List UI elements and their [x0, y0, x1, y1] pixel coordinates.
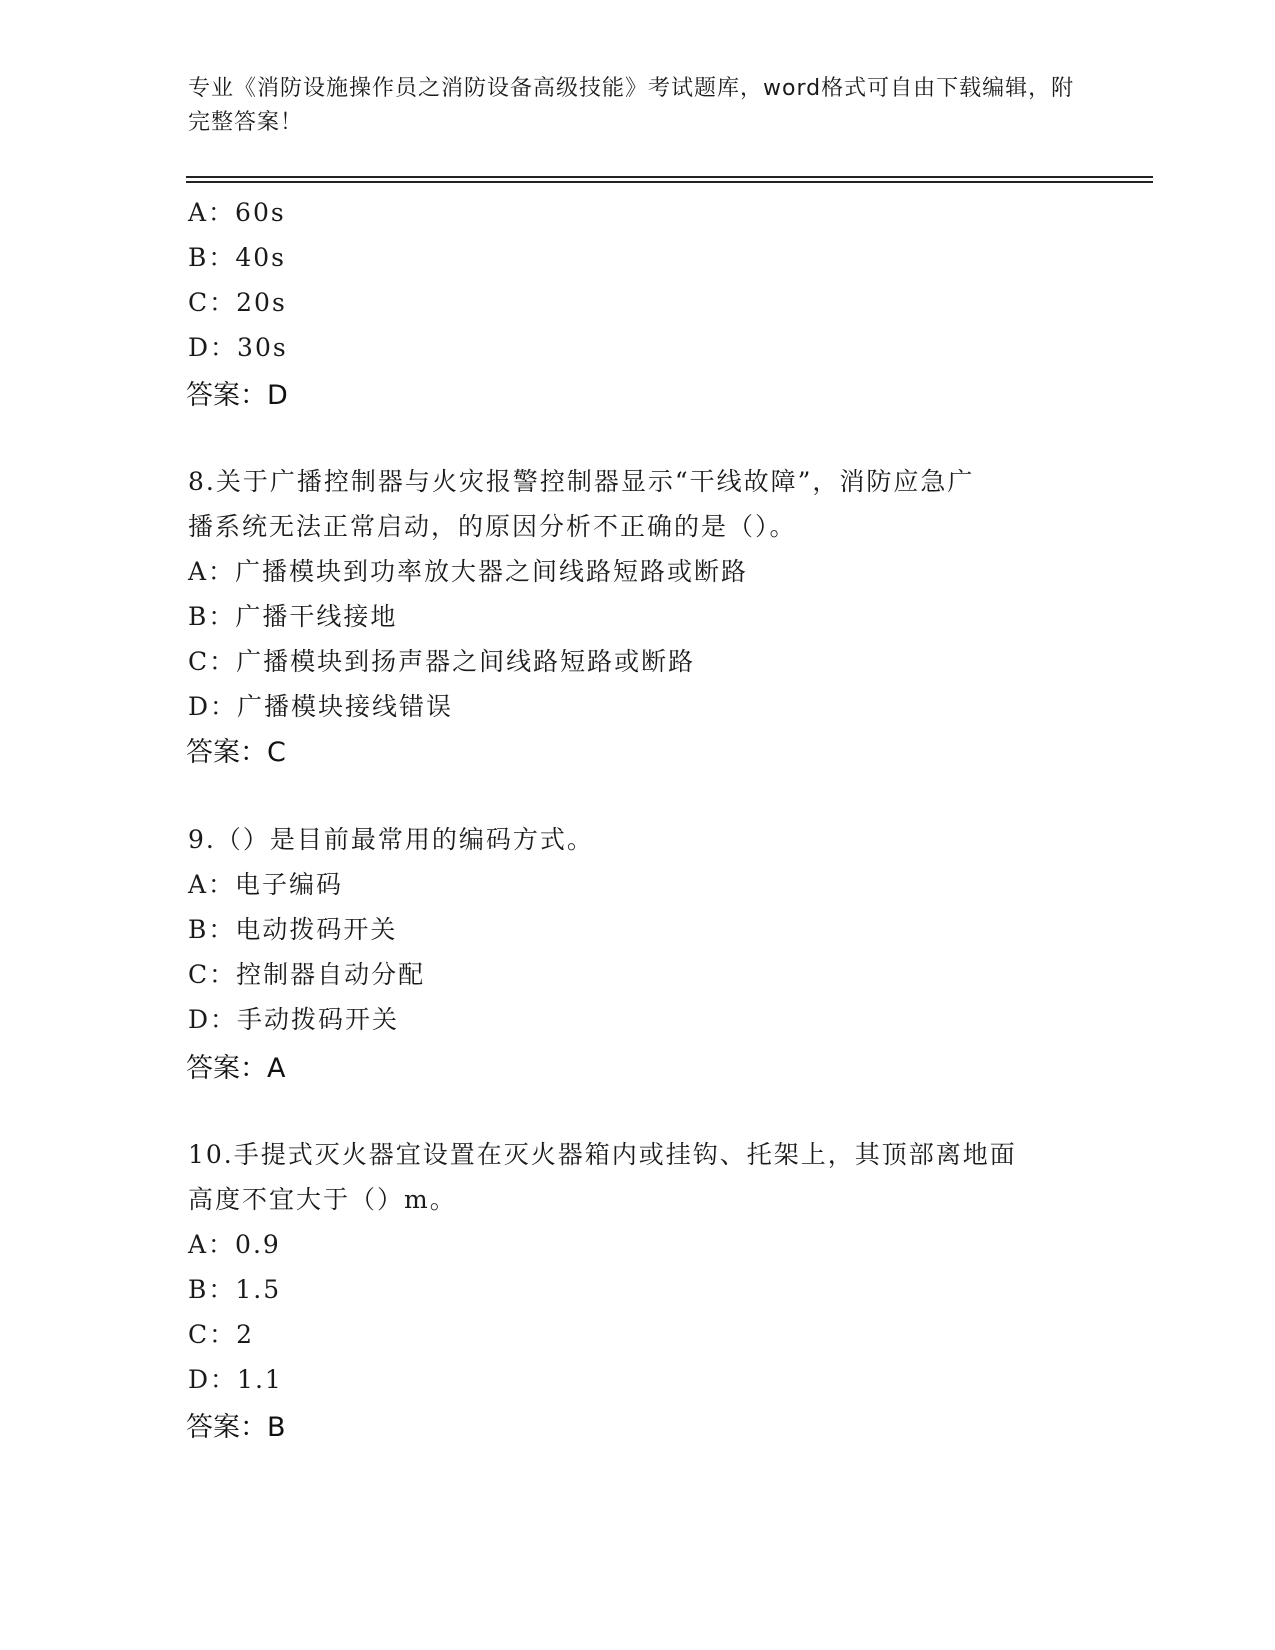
q7-answer: 答案：D — [186, 380, 288, 411]
q10-stem-line2: 高度不宜大于（）m。 — [188, 1185, 457, 1214]
q7-option-b: B：40s — [188, 243, 287, 272]
q9-option-a: A：电子编码 — [188, 870, 344, 899]
q7-option-c: C：20s — [188, 288, 287, 317]
q9-option-c: C：控制器自动分配 — [188, 960, 426, 989]
document-header: 专业《消防设施操作员之消防设备高级技能》考试题库，word格式可自由下载编辑，附完整答案！ — [188, 76, 1075, 135]
q10-answer: 答案：B — [186, 1412, 286, 1443]
q7-option-a: A：60s — [188, 198, 286, 227]
q10-option-d: D：1.1 — [188, 1365, 283, 1394]
q10-option-b: B：1.5 — [188, 1275, 282, 1304]
q8-answer: 答案：C — [186, 737, 286, 768]
q9-stem-line1: 9.（）是目前最常用的编码方式。 — [188, 825, 594, 854]
q8-stem-line2: 播系统无法正常启动，的原因分析不正确的是（）。 — [188, 512, 797, 541]
q7-option-d: D：30s — [188, 333, 288, 362]
header-divider-top — [186, 176, 1153, 178]
q9-option-d: D：手动拨码开关 — [188, 1005, 400, 1034]
q10-option-c: C：2 — [188, 1320, 255, 1349]
q10-stem-line1: 10.手提式灭火器宜设置在灭火器箱内或挂钩、托架上，其顶部离地面 — [188, 1140, 1017, 1169]
q8-option-d: D：广播模块接线错误 — [188, 692, 454, 721]
q9-option-b: B：电动拨码开关 — [188, 915, 398, 944]
q10-option-a: A：0.9 — [188, 1230, 281, 1259]
q8-stem-line1: 8.关于广播控制器与火灾报警控制器显示“干线故障”，消防应急广 — [188, 467, 975, 496]
q8-option-c: C：广播模块到扬声器之间线路短路或断路 — [188, 647, 696, 676]
q8-option-b: B：广播干线接地 — [188, 602, 398, 631]
q9-answer: 答案：A — [186, 1053, 286, 1084]
q8-option-a: A：广播模块到功率放大器之间线路短路或断路 — [188, 557, 749, 586]
header-divider-bottom — [186, 181, 1153, 183]
